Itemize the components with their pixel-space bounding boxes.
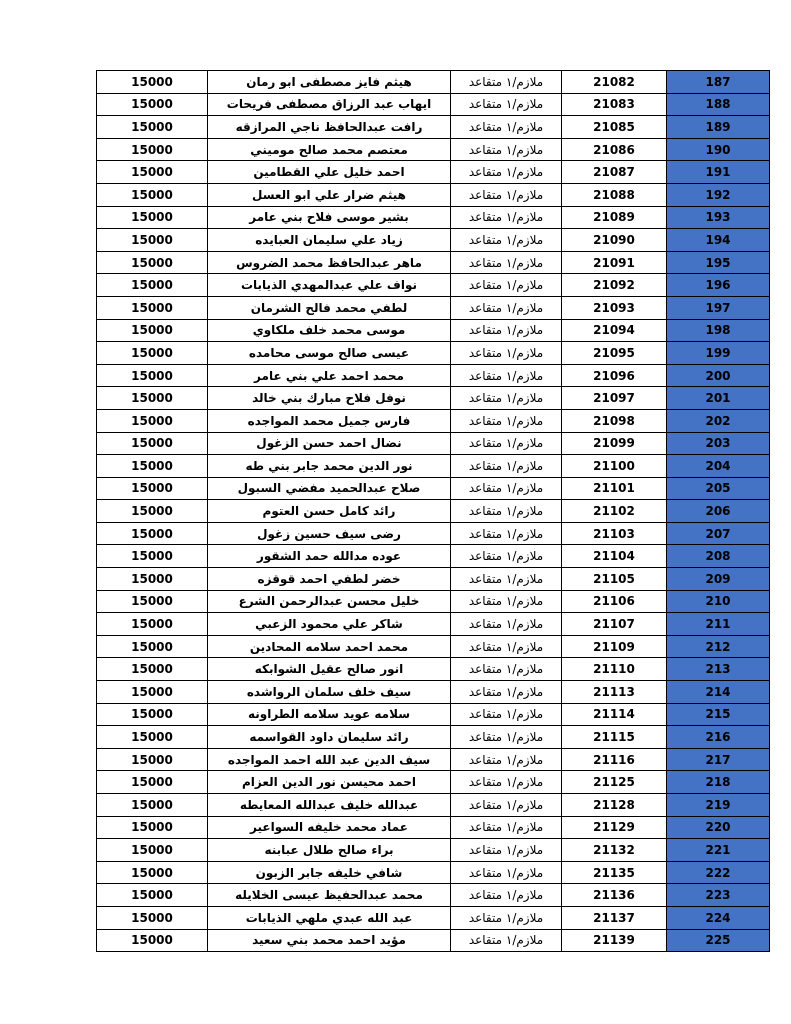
rank-cell: ملازم/١ متقاعد	[451, 929, 562, 952]
amount-cell: 15000	[97, 816, 208, 839]
amount-cell: 15000	[97, 681, 208, 704]
table-row	[97, 771, 770, 794]
rank-cell: ملازم/١ متقاعد	[451, 432, 562, 455]
military-number-cell: 21129	[562, 816, 667, 839]
serial-number-cell: 207	[667, 522, 770, 545]
name-cell: فارس جميل محمد المواجده	[208, 409, 451, 432]
serial-number-cell: 210	[667, 590, 770, 613]
table-row	[97, 161, 770, 184]
amount-cell: 15000	[97, 771, 208, 794]
serial-number-cell: 206	[667, 500, 770, 523]
table-row	[97, 229, 770, 252]
name-cell: محمد عبدالحفيظ عيسى الخلايله	[208, 884, 451, 907]
name-cell: احمد خليل علي القطامين	[208, 161, 451, 184]
amount-cell: 15000	[97, 839, 208, 862]
table-row	[97, 455, 770, 478]
amount-cell: 15000	[97, 500, 208, 523]
military-number-cell: 21091	[562, 251, 667, 274]
table-row	[97, 319, 770, 342]
serial-number-cell: 199	[667, 342, 770, 365]
table-row	[97, 342, 770, 365]
rank-cell: ملازم/١ متقاعد	[451, 477, 562, 500]
table-row	[97, 861, 770, 884]
amount-cell: 15000	[97, 568, 208, 591]
military-number-cell: 21115	[562, 726, 667, 749]
serial-number-cell: 208	[667, 545, 770, 568]
name-cell: رائد سليمان داود القواسمه	[208, 726, 451, 749]
military-number-cell: 21132	[562, 839, 667, 862]
table-row	[97, 251, 770, 274]
serial-number-cell: 195	[667, 251, 770, 274]
table-row	[97, 568, 770, 591]
rank-cell: ملازم/١ متقاعد	[451, 681, 562, 704]
amount-cell: 15000	[97, 93, 208, 116]
amount-cell: 15000	[97, 635, 208, 658]
table-row	[97, 274, 770, 297]
amount-cell: 15000	[97, 116, 208, 139]
name-cell: احمد محيسن نور الدين العزام	[208, 771, 451, 794]
name-cell: رائد كامل حسن العتوم	[208, 500, 451, 523]
amount-cell: 15000	[97, 161, 208, 184]
serial-number-cell: 209	[667, 568, 770, 591]
table-row	[97, 703, 770, 726]
serial-number-cell: 193	[667, 206, 770, 229]
rank-cell: ملازم/١ متقاعد	[451, 206, 562, 229]
name-cell: هيثم فايز مصطفى ابو رمان	[208, 71, 451, 94]
military-number-cell: 21082	[562, 71, 667, 94]
table-row	[97, 884, 770, 907]
rank-cell: ملازم/١ متقاعد	[451, 794, 562, 817]
military-number-cell: 21139	[562, 929, 667, 952]
rank-cell: ملازم/١ متقاعد	[451, 590, 562, 613]
rank-cell: ملازم/١ متقاعد	[451, 816, 562, 839]
table-row	[97, 590, 770, 613]
name-cell: شاكر علي محمود الزعبي	[208, 613, 451, 636]
serial-number-cell: 216	[667, 726, 770, 749]
rank-cell: ملازم/١ متقاعد	[451, 161, 562, 184]
serial-number-cell: 187	[667, 71, 770, 94]
table-row	[97, 929, 770, 952]
rank-cell: ملازم/١ متقاعد	[451, 522, 562, 545]
table-row	[97, 409, 770, 432]
serial-number-cell: 214	[667, 681, 770, 704]
rank-cell: ملازم/١ متقاعد	[451, 500, 562, 523]
table-row	[97, 477, 770, 500]
amount-cell: 15000	[97, 206, 208, 229]
military-number-cell: 21106	[562, 590, 667, 613]
rank-cell: ملازم/١ متقاعد	[451, 116, 562, 139]
name-cell: محمد احمد سلامه المحادين	[208, 635, 451, 658]
table-row	[97, 658, 770, 681]
name-cell: انور صالح عقيل الشوابكه	[208, 658, 451, 681]
military-number-cell: 21095	[562, 342, 667, 365]
military-number-cell: 21083	[562, 93, 667, 116]
table-row	[97, 296, 770, 319]
serial-number-cell: 222	[667, 861, 770, 884]
amount-cell: 15000	[97, 477, 208, 500]
table-row	[97, 522, 770, 545]
serial-number-cell: 204	[667, 455, 770, 478]
military-number-cell: 21090	[562, 229, 667, 252]
name-cell: عيسى صالح موسى محامده	[208, 342, 451, 365]
military-number-cell: 21110	[562, 658, 667, 681]
name-cell: نضال احمد حسن الزغول	[208, 432, 451, 455]
amount-cell: 15000	[97, 296, 208, 319]
serial-number-cell: 202	[667, 409, 770, 432]
name-cell: نوفل فلاح مبارك بني خالد	[208, 387, 451, 410]
rank-cell: ملازم/١ متقاعد	[451, 183, 562, 206]
rank-cell: ملازم/١ متقاعد	[451, 296, 562, 319]
name-cell: شافي خليفه جابر الزبون	[208, 861, 451, 884]
amount-cell: 15000	[97, 342, 208, 365]
amount-cell: 15000	[97, 138, 208, 161]
table-row	[97, 364, 770, 387]
serial-number-cell: 225	[667, 929, 770, 952]
name-cell: عماد محمد خليفه السواعير	[208, 816, 451, 839]
amount-cell: 15000	[97, 522, 208, 545]
name-cell: سيف خلف سلمان الرواشده	[208, 681, 451, 704]
serial-number-cell: 194	[667, 229, 770, 252]
table-row	[97, 816, 770, 839]
name-cell: هيثم ضرار علي ابو العسل	[208, 183, 451, 206]
name-cell: نواف علي عبدالمهدي الذيابات	[208, 274, 451, 297]
personnel-table	[96, 70, 770, 952]
name-cell: رضى سيف حسين زغول	[208, 522, 451, 545]
rank-cell: ملازم/١ متقاعد	[451, 884, 562, 907]
rank-cell: ملازم/١ متقاعد	[451, 748, 562, 771]
military-number-cell: 21114	[562, 703, 667, 726]
military-number-cell: 21116	[562, 748, 667, 771]
amount-cell: 15000	[97, 274, 208, 297]
name-cell: عبد الله عبدي ملهي الذيابات	[208, 906, 451, 929]
military-number-cell: 21113	[562, 681, 667, 704]
name-cell: خليل محسن عبدالرحمن الشرع	[208, 590, 451, 613]
personnel-table-body	[97, 71, 770, 952]
name-cell: ايهاب عبد الرزاق مصطفى فريحات	[208, 93, 451, 116]
amount-cell: 15000	[97, 703, 208, 726]
amount-cell: 15000	[97, 906, 208, 929]
military-number-cell: 21128	[562, 794, 667, 817]
serial-number-cell: 224	[667, 906, 770, 929]
serial-number-cell: 192	[667, 183, 770, 206]
amount-cell: 15000	[97, 364, 208, 387]
table-row	[97, 432, 770, 455]
amount-cell: 15000	[97, 748, 208, 771]
rank-cell: ملازم/١ متقاعد	[451, 568, 562, 591]
serial-number-cell: 218	[667, 771, 770, 794]
serial-number-cell: 198	[667, 319, 770, 342]
rank-cell: ملازم/١ متقاعد	[451, 839, 562, 862]
military-number-cell: 21097	[562, 387, 667, 410]
amount-cell: 15000	[97, 861, 208, 884]
table-row	[97, 387, 770, 410]
table-row	[97, 794, 770, 817]
rank-cell: ملازم/١ متقاعد	[451, 364, 562, 387]
table-row	[97, 206, 770, 229]
name-cell: محمد احمد علي بني عامر	[208, 364, 451, 387]
table-row	[97, 183, 770, 206]
table-row	[97, 71, 770, 94]
amount-cell: 15000	[97, 183, 208, 206]
name-cell: سيف الدين عبد الله احمد المواجده	[208, 748, 451, 771]
military-number-cell: 21102	[562, 500, 667, 523]
rank-cell: ملازم/١ متقاعد	[451, 229, 562, 252]
amount-cell: 15000	[97, 613, 208, 636]
rank-cell: ملازم/١ متقاعد	[451, 455, 562, 478]
name-cell: براء صالح طلال عبابنه	[208, 839, 451, 862]
military-number-cell: 21089	[562, 206, 667, 229]
serial-number-cell: 217	[667, 748, 770, 771]
name-cell: نور الدين محمد جابر بني طه	[208, 455, 451, 478]
rank-cell: ملازم/١ متقاعد	[451, 319, 562, 342]
military-number-cell: 21103	[562, 522, 667, 545]
name-cell: سلامه عويد سلامه الطراونه	[208, 703, 451, 726]
military-number-cell: 21107	[562, 613, 667, 636]
rank-cell: ملازم/١ متقاعد	[451, 251, 562, 274]
serial-number-cell: 200	[667, 364, 770, 387]
rank-cell: ملازم/١ متقاعد	[451, 906, 562, 929]
table-row	[97, 500, 770, 523]
military-number-cell: 21088	[562, 183, 667, 206]
military-number-cell: 21096	[562, 364, 667, 387]
amount-cell: 15000	[97, 71, 208, 94]
serial-number-cell: 196	[667, 274, 770, 297]
name-cell: عبدالله خليف عبدالله المعايطه	[208, 794, 451, 817]
table-row	[97, 93, 770, 116]
amount-cell: 15000	[97, 545, 208, 568]
rank-cell: ملازم/١ متقاعد	[451, 409, 562, 432]
amount-cell: 15000	[97, 794, 208, 817]
rank-cell: ملازم/١ متقاعد	[451, 726, 562, 749]
table-row	[97, 116, 770, 139]
serial-number-cell: 223	[667, 884, 770, 907]
rank-cell: ملازم/١ متقاعد	[451, 387, 562, 410]
military-number-cell: 21137	[562, 906, 667, 929]
military-number-cell: 21100	[562, 455, 667, 478]
table-row	[97, 681, 770, 704]
name-cell: عوده مدالله حمد الشقور	[208, 545, 451, 568]
military-number-cell: 21135	[562, 861, 667, 884]
serial-number-cell: 203	[667, 432, 770, 455]
name-cell: زياد علي سليمان العبايده	[208, 229, 451, 252]
table-row	[97, 635, 770, 658]
amount-cell: 15000	[97, 884, 208, 907]
table-row	[97, 839, 770, 862]
military-number-cell: 21105	[562, 568, 667, 591]
table-row	[97, 138, 770, 161]
amount-cell: 15000	[97, 387, 208, 410]
serial-number-cell: 220	[667, 816, 770, 839]
table-row	[97, 545, 770, 568]
name-cell: لطفي محمد فالح الشرمان	[208, 296, 451, 319]
amount-cell: 15000	[97, 455, 208, 478]
table-row	[97, 906, 770, 929]
serial-number-cell: 201	[667, 387, 770, 410]
rank-cell: ملازم/١ متقاعد	[451, 658, 562, 681]
military-number-cell: 21099	[562, 432, 667, 455]
serial-number-cell: 188	[667, 93, 770, 116]
name-cell: مؤيد احمد محمد بني سعيد	[208, 929, 451, 952]
rank-cell: ملازم/١ متقاعد	[451, 93, 562, 116]
name-cell: ماهر عبدالحافظ محمد الضروس	[208, 251, 451, 274]
military-number-cell: 21109	[562, 635, 667, 658]
rank-cell: ملازم/١ متقاعد	[451, 771, 562, 794]
amount-cell: 15000	[97, 432, 208, 455]
serial-number-cell: 189	[667, 116, 770, 139]
serial-number-cell: 197	[667, 296, 770, 319]
amount-cell: 15000	[97, 409, 208, 432]
amount-cell: 15000	[97, 319, 208, 342]
name-cell: رافت عبدالحافظ ناجي المرازقه	[208, 116, 451, 139]
table-row	[97, 748, 770, 771]
serial-number-cell: 211	[667, 613, 770, 636]
military-number-cell: 21125	[562, 771, 667, 794]
serial-number-cell: 221	[667, 839, 770, 862]
name-cell: صلاح عبدالحميد مفضي السبول	[208, 477, 451, 500]
name-cell: بشير موسى فلاح بني عامر	[208, 206, 451, 229]
military-number-cell: 21086	[562, 138, 667, 161]
name-cell: موسى محمد خلف ملكاوي	[208, 319, 451, 342]
rank-cell: ملازم/١ متقاعد	[451, 703, 562, 726]
military-number-cell: 21093	[562, 296, 667, 319]
military-number-cell: 21087	[562, 161, 667, 184]
amount-cell: 15000	[97, 726, 208, 749]
serial-number-cell: 191	[667, 161, 770, 184]
amount-cell: 15000	[97, 229, 208, 252]
rank-cell: ملازم/١ متقاعد	[451, 545, 562, 568]
amount-cell: 15000	[97, 251, 208, 274]
table-row	[97, 613, 770, 636]
military-number-cell: 21094	[562, 319, 667, 342]
serial-number-cell: 190	[667, 138, 770, 161]
military-number-cell: 21136	[562, 884, 667, 907]
amount-cell: 15000	[97, 658, 208, 681]
rank-cell: ملازم/١ متقاعد	[451, 861, 562, 884]
amount-cell: 15000	[97, 929, 208, 952]
serial-number-cell: 219	[667, 794, 770, 817]
name-cell: خضر لطفي احمد قوقزه	[208, 568, 451, 591]
rank-cell: ملازم/١ متقاعد	[451, 613, 562, 636]
rank-cell: ملازم/١ متقاعد	[451, 342, 562, 365]
military-number-cell: 21101	[562, 477, 667, 500]
serial-number-cell: 215	[667, 703, 770, 726]
amount-cell: 15000	[97, 590, 208, 613]
serial-number-cell: 212	[667, 635, 770, 658]
military-number-cell: 21098	[562, 409, 667, 432]
military-number-cell: 21085	[562, 116, 667, 139]
rank-cell: ملازم/١ متقاعد	[451, 274, 562, 297]
rank-cell: ملازم/١ متقاعد	[451, 635, 562, 658]
military-number-cell: 21092	[562, 274, 667, 297]
serial-number-cell: 205	[667, 477, 770, 500]
rank-cell: ملازم/١ متقاعد	[451, 71, 562, 94]
rank-cell: ملازم/١ متقاعد	[451, 138, 562, 161]
serial-number-cell: 213	[667, 658, 770, 681]
name-cell: معتصم محمد صالح موميني	[208, 138, 451, 161]
table-row	[97, 726, 770, 749]
military-number-cell: 21104	[562, 545, 667, 568]
